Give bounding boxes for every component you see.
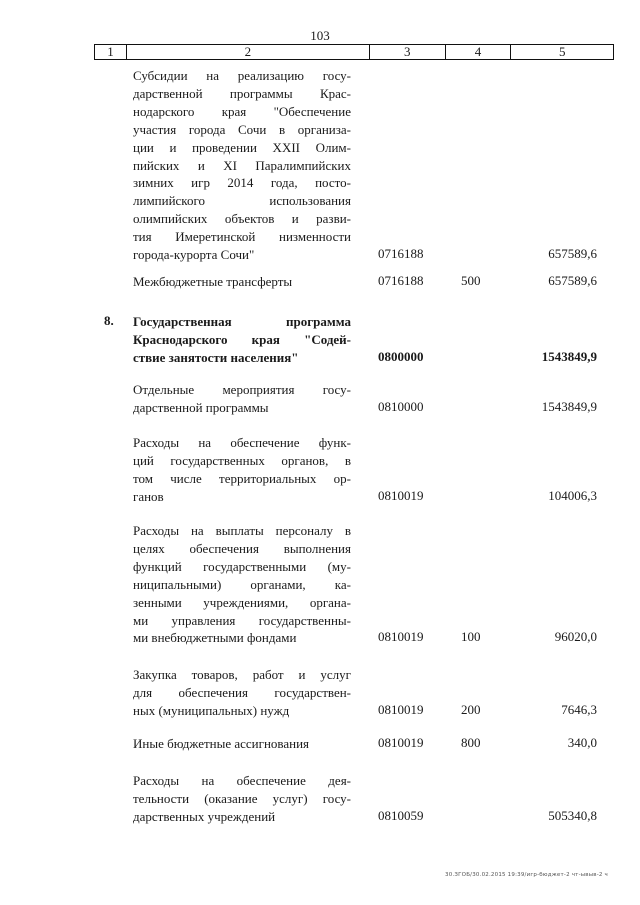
- header-col-5: 5: [558, 44, 566, 59]
- row-sum: 505340,8: [548, 807, 597, 823]
- row-name: [133, 434, 351, 506]
- footer-file-code: 30.ЗГОБ/30.02.2015 19:39/игр-бюджет-2 чт-ывыв-2 ч: [445, 872, 608, 878]
- row-name-line: Отдельные мероприятия госу-: [133, 382, 351, 397]
- header-col-3: 3: [370, 45, 446, 59]
- header-col-1: 1: [95, 45, 127, 59]
- header-col-2: 2: [127, 45, 370, 59]
- row-name-line: целях обеспечения выполнения: [133, 540, 351, 556]
- row-name-line: Субсидии на реализацию госу-: [133, 68, 351, 83]
- row-name-line: тельности (оказание услуг) госу-: [133, 790, 351, 806]
- row-csr-code: 0810019: [378, 629, 424, 645]
- row-vr-code: 200: [461, 701, 481, 717]
- row-name-line: зимних игр 2014 года, посто-: [133, 175, 351, 191]
- row-name-line: ми управления государственны-: [133, 612, 351, 628]
- row-name-line: города-курорта Сочи": [133, 247, 255, 263]
- row-vr-code: 500: [461, 273, 481, 288]
- row-name-line: дарственной программы Крас-: [133, 85, 351, 101]
- row-csr-code: 0800000: [378, 348, 424, 364]
- row-name: [133, 313, 351, 367]
- row-name-line: участия города Сочи в организа-: [133, 121, 351, 137]
- row-sum: 7646,3: [561, 701, 597, 717]
- row-name: [133, 381, 351, 417]
- row-sum: 96020,0: [554, 629, 597, 645]
- row-name-line: олимпийских объектов и разви-: [133, 211, 351, 227]
- row-name-line: ции и проведении XXII Олим-: [133, 139, 351, 155]
- row-name-line: лимпийского использования: [133, 193, 351, 209]
- row-name: [133, 772, 351, 826]
- row-name-line: Расходы на обеспечение функ-: [133, 435, 351, 450]
- row-name-line: нодарского края "Обеспечение: [133, 103, 351, 119]
- row-name-line: зенными учреждениями, органа-: [133, 594, 351, 610]
- row-name-line: Краснодарского края "Содей-: [133, 331, 351, 347]
- row-number: 8.: [104, 313, 114, 328]
- row-name: [133, 67, 351, 264]
- row-name-line: том числе территориальных ор-: [133, 470, 351, 486]
- row-name-line: дарственной программы: [133, 399, 269, 415]
- row-name-line: Межбюджетные трансферты: [133, 274, 293, 289]
- row-name-line: ций государственных органов, в: [133, 452, 351, 468]
- row-name-line: ных (муниципальных) нужд: [133, 702, 290, 718]
- row-name: [133, 273, 351, 291]
- row-name-line: дарственных учреждений: [133, 808, 276, 824]
- row-sum: 1543849,9: [541, 348, 597, 364]
- row-name-line: для обеспечения государствен-: [133, 684, 351, 700]
- row-name-line: пийских и XI Паралимпийских: [133, 157, 351, 173]
- row-sum: 340,0: [567, 735, 597, 750]
- row-csr-code: 0810019: [378, 487, 424, 503]
- row-name: [133, 666, 351, 720]
- row-name-line: ми внебюджетными фондами: [133, 630, 297, 646]
- row-csr-code: 0810019: [378, 701, 424, 717]
- page-number: 103: [310, 28, 330, 43]
- row-name-line: тия Имеретинской низменности: [133, 229, 351, 245]
- row-name-line: ствие занятости населения": [133, 349, 299, 365]
- row-name-line: функций государственными (му-: [133, 558, 351, 574]
- row-csr-code: 0810059: [378, 807, 424, 823]
- row-name: [133, 522, 351, 647]
- row-name: [133, 735, 351, 753]
- row-name-line: Расходы на обеспечение дея-: [133, 773, 351, 788]
- row-name-line: Закупка товаров, работ и услуг: [133, 667, 351, 682]
- row-csr-code: 0810019: [378, 735, 424, 750]
- row-name-line: Иные бюджетные ассигнования: [133, 736, 310, 751]
- row-sum: 1543849,9: [541, 398, 597, 414]
- row-name-line: Государственная программа: [133, 314, 351, 329]
- row-sum: 104006,3: [548, 487, 597, 503]
- row-name-line: ниципальными) органами, ка-: [133, 576, 351, 592]
- header-col-4: 4: [446, 45, 512, 59]
- row-sum: 657589,6: [548, 246, 597, 261]
- row-vr-code: 800: [461, 735, 481, 750]
- row-name-line: Расходы на выплаты персоналу в: [133, 523, 351, 538]
- row-vr-code: 100: [461, 629, 481, 645]
- table-header-row: [94, 44, 614, 60]
- row-name-line: ганов: [133, 488, 164, 504]
- row-csr-code: 0716188: [378, 246, 424, 261]
- row-csr-code: 0810000: [378, 398, 424, 414]
- row-csr-code: 0716188: [378, 273, 424, 288]
- row-sum: 657589,6: [548, 273, 597, 288]
